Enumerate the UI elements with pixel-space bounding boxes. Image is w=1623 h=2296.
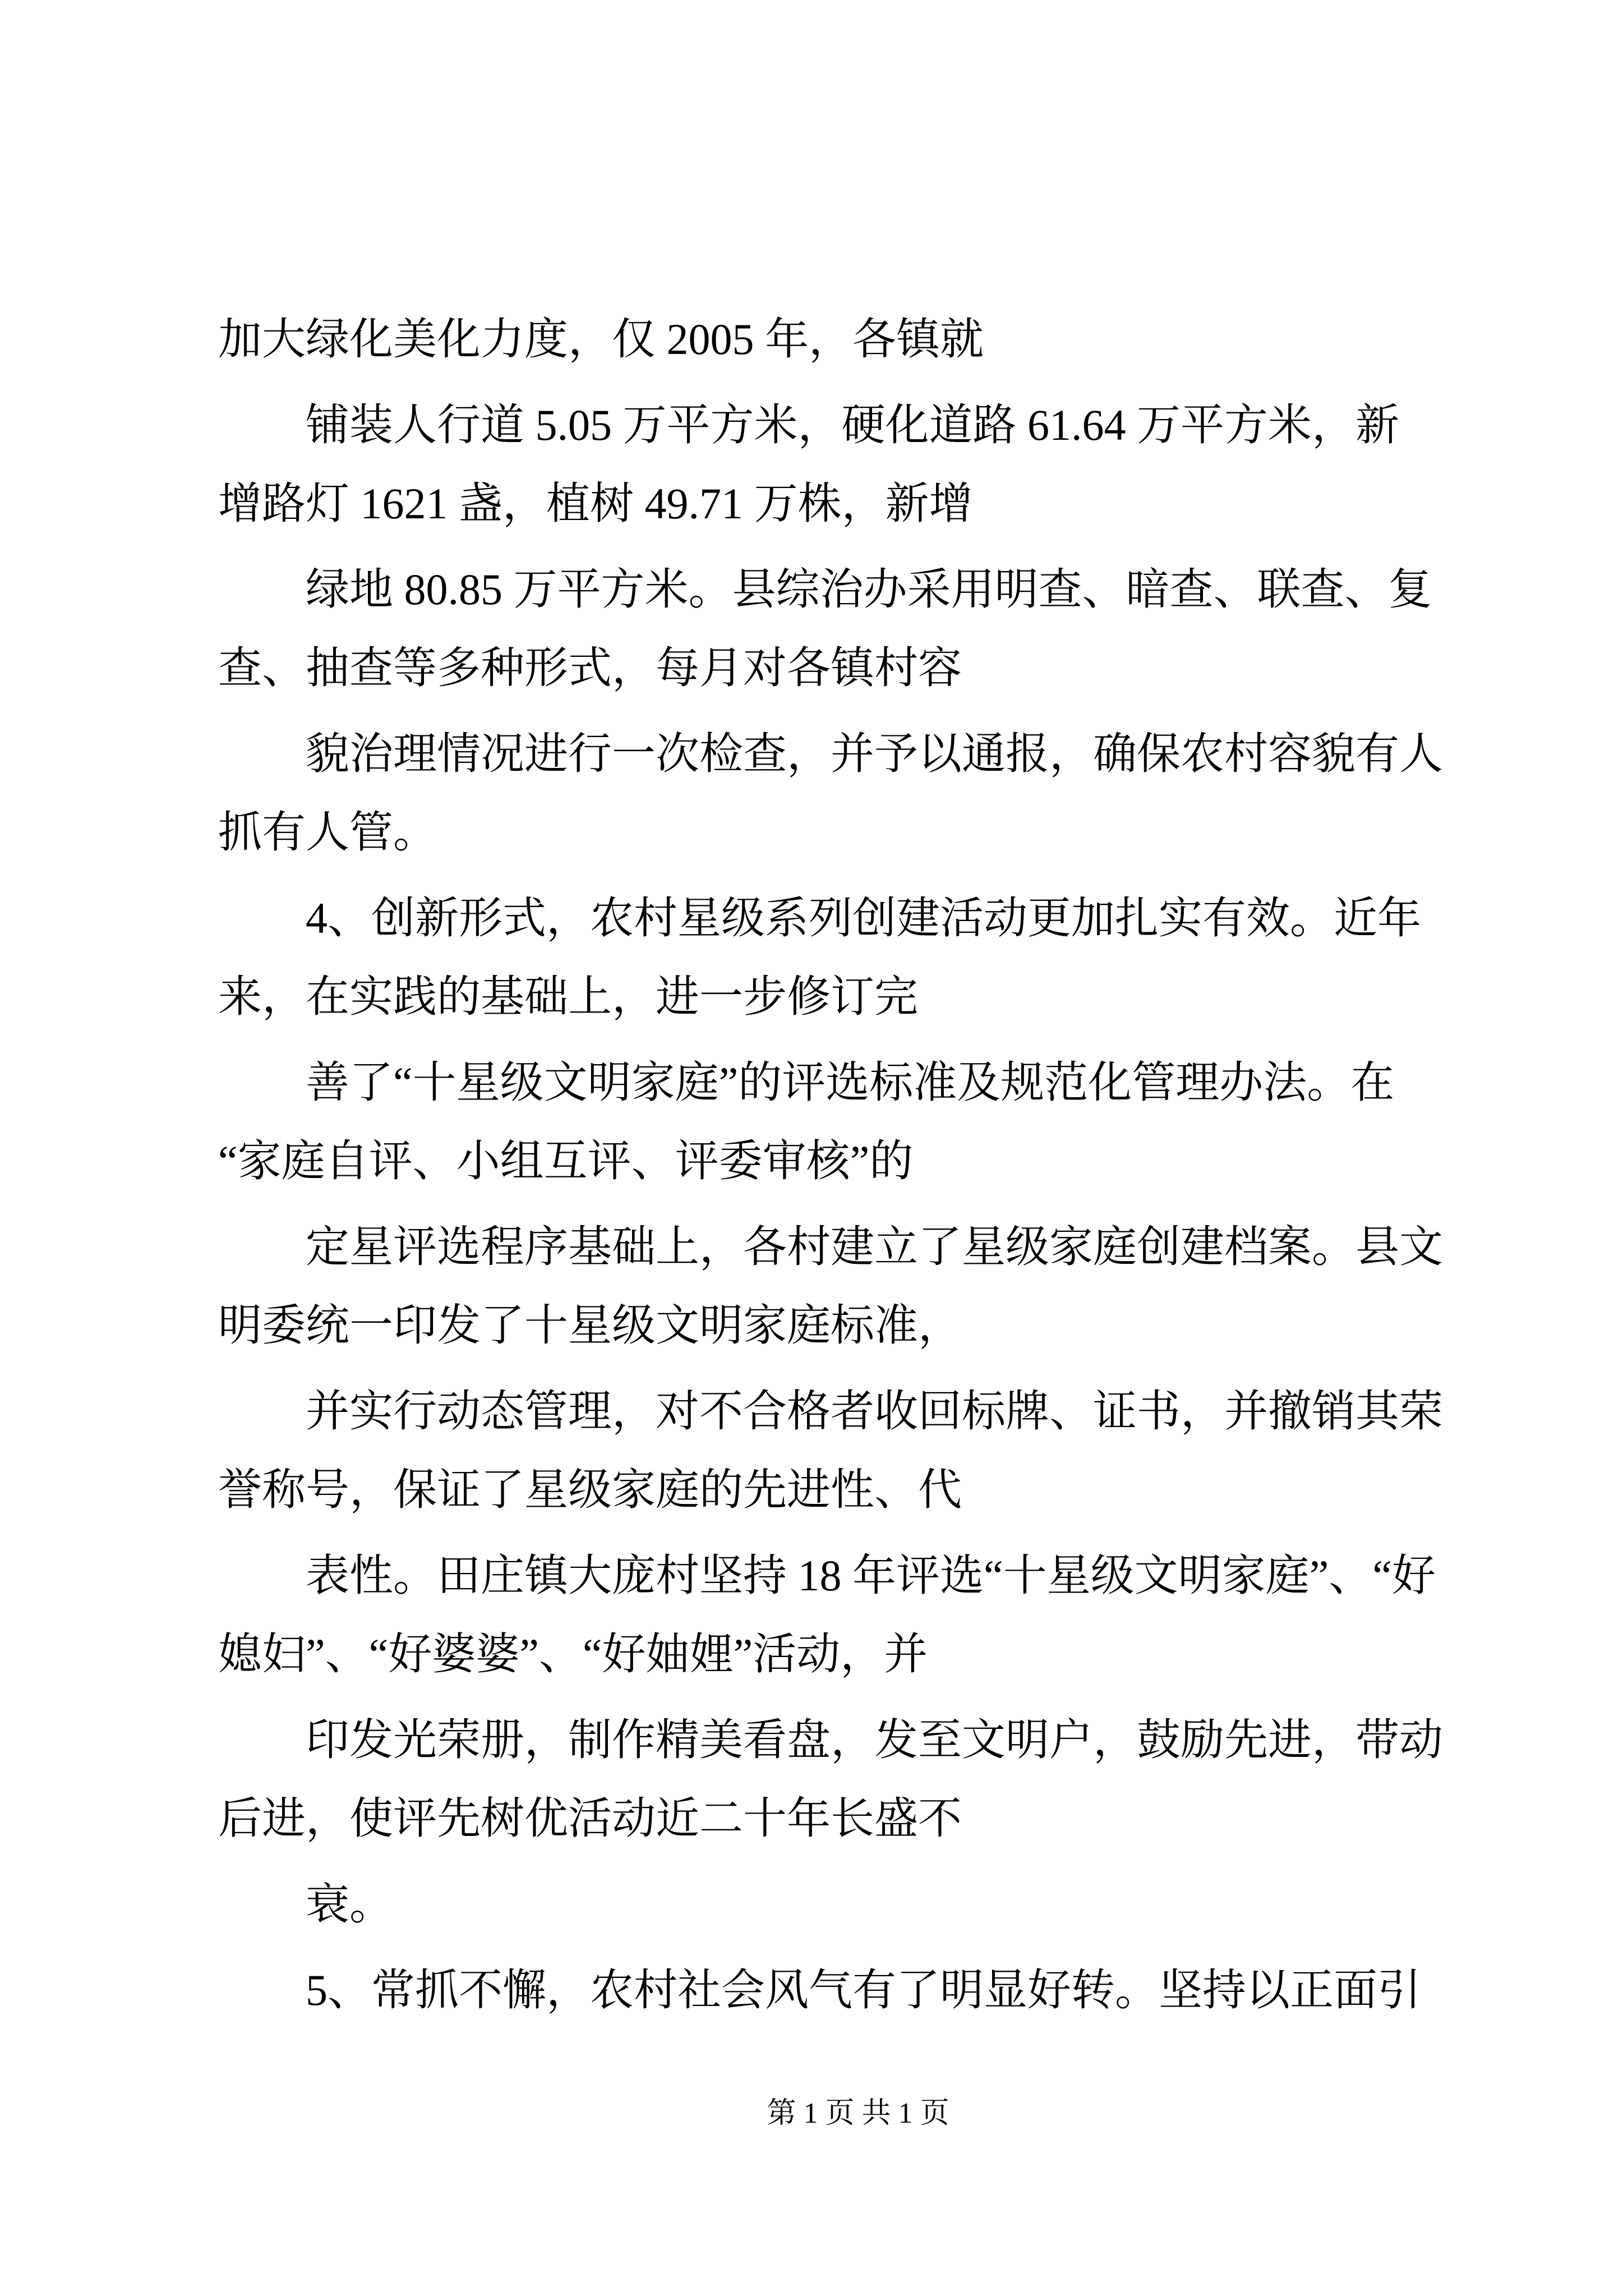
page-footer <box>662 2097 1054 2131</box>
paragraph <box>218 300 1452 379</box>
text-line: 印发光荣册，制作精美看盘，发至文明户，鼓励先进，带动 <box>306 1715 1444 1764</box>
text-line: 5、常抓不懈，农村社会风气有了明显好转。坚持以正面引 <box>306 1966 1422 2014</box>
text-line: 明委统一印发了十星级文明家庭标准， <box>218 1301 962 1350</box>
text-line: 誉称号，保证了星级家庭的先进性、代 <box>218 1465 962 1514</box>
text-line: 媳妇”、“好婆婆”、“好妯娌”活动，并 <box>218 1630 928 1678</box>
text-line: 铺装人行道 5.05 万平方米，硬化道路 61.64 万平方米，新 <box>306 401 1400 449</box>
text-line: 定星评选程序基础上，各村建立了星级家庭创建档案。县文 <box>306 1222 1444 1271</box>
paragraph <box>218 1701 1452 1858</box>
text-line: 绿地 80.85 万平方米。县综治办采用明查、暗查、联查、复 <box>306 565 1432 614</box>
paragraph <box>218 1372 1452 1529</box>
text-line: 来，在实践的基础上，进一步修订完 <box>218 972 919 1021</box>
paragraph <box>218 715 1452 872</box>
text-line: 衰。 <box>306 1880 394 1929</box>
text-line: 增路灯 1621 盏，植树 49.71 万株，新增 <box>218 479 973 528</box>
text-line: 并实行动态管理，对不合格者收回标牌、证书，并撤销其荣 <box>306 1387 1444 1435</box>
paragraph <box>218 1865 1452 1944</box>
page-number-label: 第 1 页 共 1 页 <box>767 2097 949 2129</box>
text-line: 后进，使评先树优活动近二十年长盛不 <box>218 1794 962 1843</box>
text-line: 加大绿化美化力度，仅 2005 年，各镇就 <box>218 315 984 364</box>
text-line: 查、抽查等多种形式，每月对各镇村容 <box>218 643 962 692</box>
paragraph <box>218 1951 1452 2030</box>
text-line: 貌治理情况进行一次检查，并予以通报，确保农村容貌有人 <box>306 729 1444 778</box>
body-text <box>218 300 1452 2037</box>
paragraph <box>218 550 1452 707</box>
text-line: 抓有人管。 <box>218 808 437 857</box>
paragraph <box>218 879 1452 1036</box>
text-line: 4、创新形式，农村星级系列创建活动更加扎实有效。近年 <box>306 894 1422 942</box>
text-line: 表性。田庄镇大庞村坚持 18 年评选“十星级文明家庭”、“好 <box>306 1551 1436 1600</box>
paragraph <box>218 1536 1452 1694</box>
paragraph <box>218 1208 1452 1365</box>
paragraph <box>218 1043 1452 1200</box>
text-line: “家庭自评、小组互评、评委审核”的 <box>218 1137 914 1185</box>
paragraph <box>218 386 1452 543</box>
text-line: 善了“十星级文明家庭”的评选标准及规范化管理办法。在 <box>306 1058 1395 1107</box>
